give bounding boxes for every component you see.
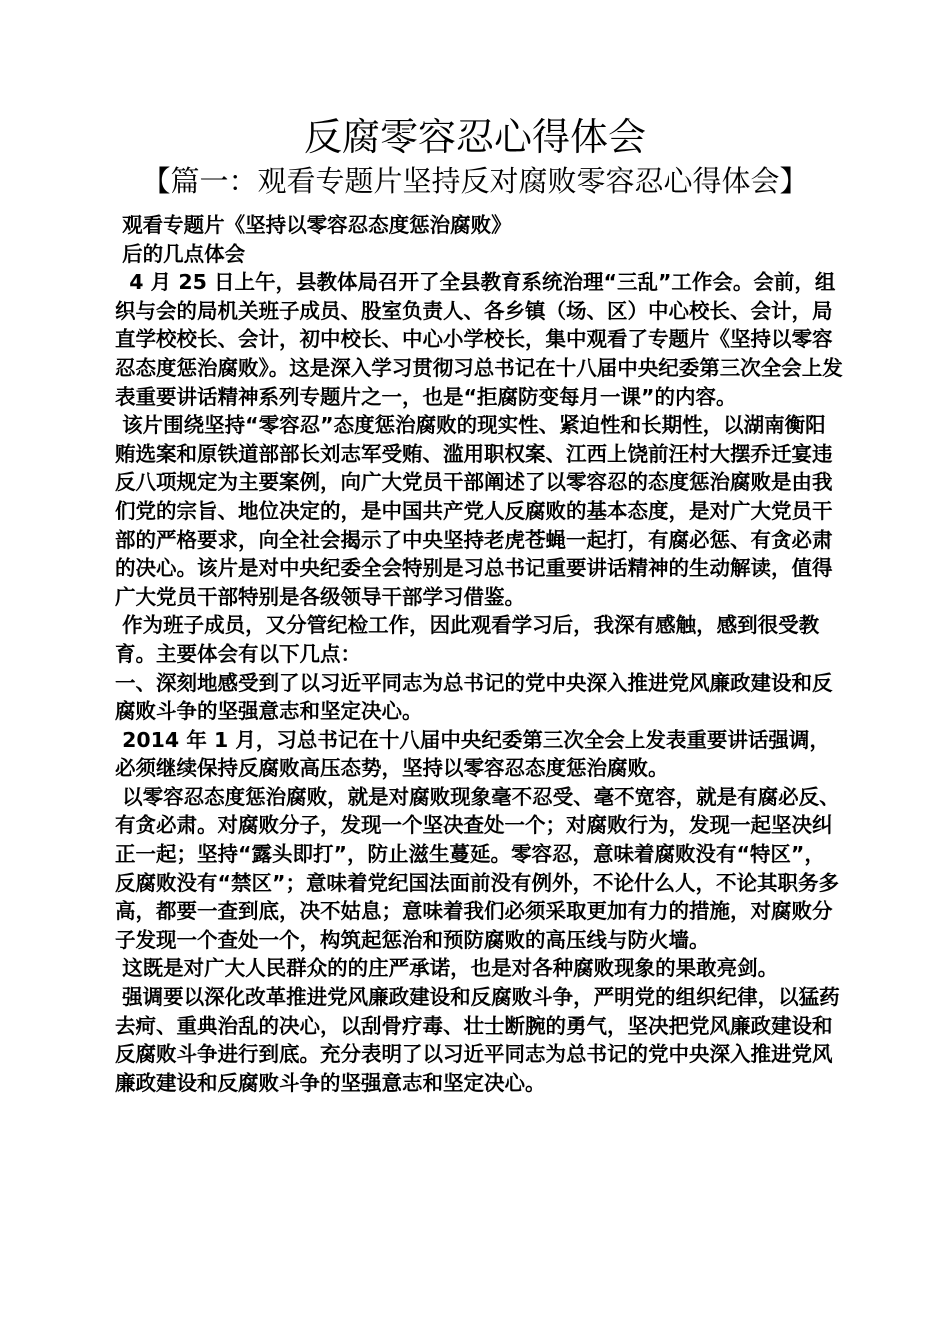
paragraph: 作为班子成员，又分管纪检工作，因此观看学习后，我深有感触，感到很受教育。主要体会有以下几点： [115,613,820,666]
paragraph: 2014 年 1 月，习总书记在十八届中央纪委第三次全会上发表重要讲话强调，必须继续保持反腐败高压态势，坚持以零容忍态度惩治腐败。 [115,727,830,781]
paragraph: 强调要以深化改革推进党风廉政建设和反腐败斗争，严明党的组织纪律，以猛药去疴、重典治乱的决心，以刮骨疗毒、壮士断腕的勇气，坚决把党风廉政建设和反腐败斗争进行到底。充分表明了以习近平同志为总书记的党中央深入推进党风廉政建设和反腐败斗争的坚强意志和坚定决心。 [115,985,840,1095]
section-heading: 一、深刻地感受到了以习近平同志为总书记的党中央深入推进党风廉政建设和反腐败斗争的坚强意志和坚定决心。 [115,670,833,724]
document-body [115,211,845,1097]
paragraph-heading-1: 观看专题片《坚持以零容忍态度惩治腐败》 [115,213,512,237]
paragraph: 这既是对广大人民群众的的庄严承诺，也是对各种腐败现象的果敢亮剑。 [115,956,779,981]
paragraph: 4 月 25 日上午，县教体局召开了全县教育系统治理“三乱”工作会。会前，组织与会的局机关班子成员、股室负责人、各乡镇（场、区）中心校长、会计，局直学校校长、会计，初中校长、中心小学校长，集中观看了专题片《坚持以零容忍态度惩治腐败》。这是深入学习贯彻习总书记在十八届中央纪委第三次全会上发表重要讲话精神系列专题片之一，也是“拒腐防变每月一课”的内容。 [115,270,843,409]
document-title: 反腐零容忍心得体会 [303,115,646,159]
paragraph: 以零容忍态度惩治腐败，就是对腐败现象毫不忍受、毫不宽容，就是有腐必反、有贪必肃。对腐败分子，发现一个坚决查处一个；对腐败行为，发现一起坚决纠正一起；坚持“露头即打”，防止滋生蔓延。零容忍，意味着腐败没有“特区”，反腐败没有“禁区”；意味着党纪国法面前没有例外，不论什么人，不论其职务多高，都要一查到底，决不姑息；意味着我们必须采取更加有力的措施，对腐败分子发现一个查处一个，构筑起惩治和预防腐败的高压线与防火墙。 [115,784,840,952]
paragraph-heading-2: 后的几点体会 [115,241,246,266]
document-subtitle: 【篇一：观看专题片坚持反对腐败零容忍心得体会】 [141,164,809,198]
paragraph: 该片围绕坚持“零容忍”态度惩治腐败的现实性、紧迫性和长期性，以湖南衡阳贿选案和原铁道部部长刘志军受贿、滥用职权案、江西上饶前汪村大摆乔迁宴违反八项规定为主要案例，向广大党员干部阐述了以零容忍的态度惩治腐败是由我们党的宗旨、地位决定的，是中国共产党人反腐败的基本态度，是对广大党员干部的严格要求，向全社会揭示了中央坚持老虎苍蝇一起打，有腐必惩、有贪必肃的决心。该片是对中央纪委全会特别是习总书记重要讲话精神的生动解读，值得广大党员干部特别是各级领导干部学习借鉴。 [115,413,833,609]
